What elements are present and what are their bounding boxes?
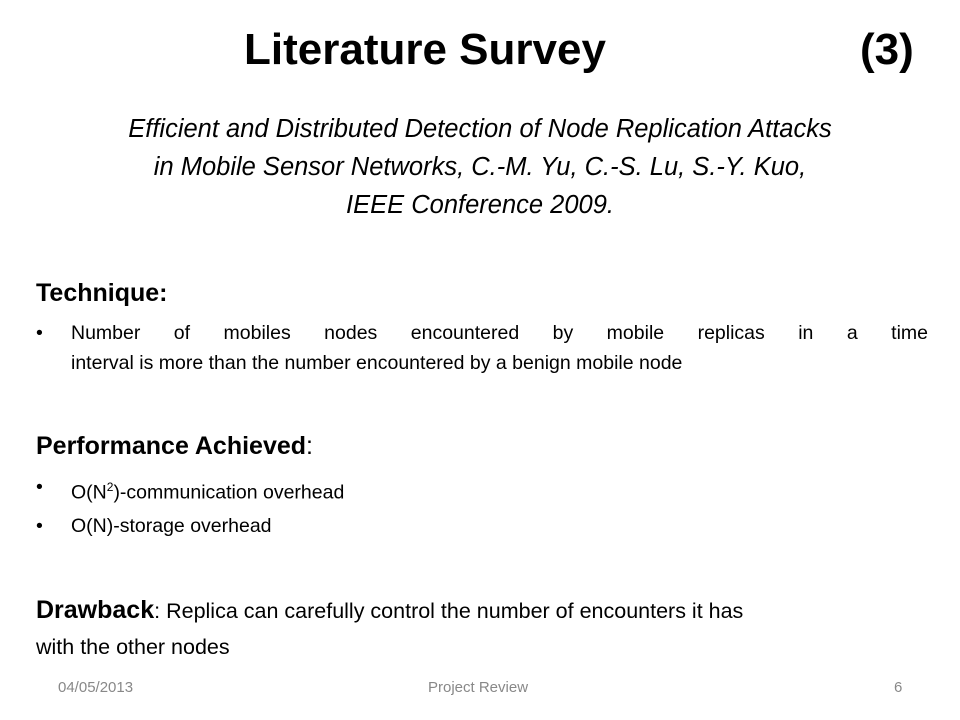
technique-bullet: [36, 318, 928, 380]
slide-title: [0, 20, 960, 80]
performance-heading-text: Performance Achieved: [36, 432, 307, 460]
reference-line-1: Efficient and Distributed Detection of Node Replication Attacks: [128, 115, 832, 143]
reference-citation: [30, 110, 930, 224]
reference-line-2: in Mobile Sensor Networks, C.-M. Yu, C.-S. Lu, S.-Y. Kuo,: [153, 153, 807, 181]
drawback-colon: :: [154, 599, 161, 623]
title-text: Literature Survey: [244, 25, 606, 74]
performance-heading-colon: :: [306, 432, 313, 460]
technique-heading: Technique:: [36, 279, 168, 307]
bullet-dot: •: [36, 476, 43, 498]
communication-suffix: )-communication overhead: [113, 481, 345, 504]
bullet-dot: •: [36, 515, 43, 537]
drawback-line-2: with the other nodes: [36, 635, 230, 659]
drawback-keyword: Drawback: [36, 596, 155, 624]
bullet-dot: •: [36, 322, 43, 344]
title-number: (3): [860, 25, 914, 74]
storage-overhead-text: O(N)-storage overhead: [71, 515, 272, 537]
technique-bullet-line-2: interval is more than the number encountered by a benign mobile node: [71, 352, 683, 374]
technique-bullet-line-1: Number of mobiles nodes encountered by mobile replicas in a time: [71, 322, 928, 344]
reference-line-3: IEEE Conference 2009.: [346, 191, 614, 219]
footer-title: Project Review: [428, 679, 529, 696]
drawback-line-1: Replica can carefully control the number of encounters it has: [160, 599, 744, 623]
communication-prefix: O(N: [71, 481, 107, 504]
drawback-paragraph: [36, 592, 926, 665]
footer-date: 04/05/2013: [58, 679, 134, 696]
performance-heading: [36, 431, 313, 461]
footer-page-number: 6: [894, 679, 903, 696]
communication-superscript: 2: [106, 480, 114, 494]
